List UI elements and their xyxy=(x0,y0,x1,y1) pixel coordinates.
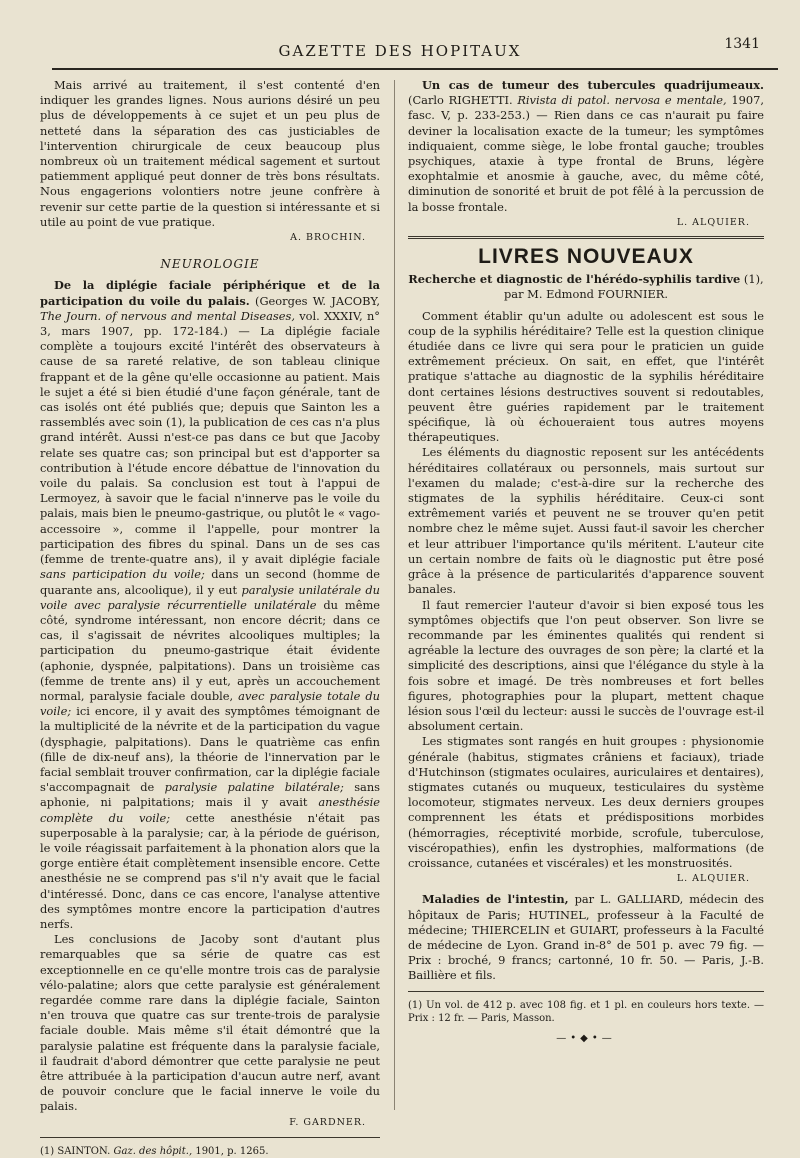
article-italic-1: sans participation du voile; xyxy=(40,567,205,582)
book2-body: par L. GALLIARD, médecin des hôpitaux de Paris; HUTINEL, professeur à la Faculté de médecine; THIERCELIN et GUIART, professeurs à la Faculté de médecine de Lyon. Grand in-8° de 501 p. avec 79 fig. — Prix : broché, 9 francs; cartonné, 10 fr. 50. — Paris, J.-B. Baillière et fils. xyxy=(408,892,764,983)
left-footnote-author: SAINTON. xyxy=(57,1145,111,1157)
book1-title: Recherche et diagnostic de l'hérédo-syphilis tardive xyxy=(408,272,741,287)
ornament: —•◆•— xyxy=(556,1032,616,1044)
article-heading xyxy=(40,278,380,932)
book1-paragraph-2: Les éléments du diagnostic reposent sur les antécédents héréditaires collatéraux ou personnels, mais surtout sur l'examen du malade; c'est-à-dire sur la recherche des stigmates de la syphilis héréditaire. Ceux-ci sont extrêmement variés et peuvent ne se trouver qu'en petit nombre chez le même sujet. Aussi faut-il savoir les chercher et leur attribuer l'importance qu'ils méritent. L'auteur cite un certain nombre de faits où le diagnostic put être posé grâce à la présence de particularités d'apparence souvent banales. xyxy=(408,445,764,597)
book1-signature: L. ALQUIER. xyxy=(676,873,750,885)
section-livres-nouveaux: LIVRES NOUVEAUX xyxy=(478,245,694,269)
book2-entry xyxy=(408,892,764,983)
section-rule xyxy=(408,236,764,239)
journal-title: GAZETTE DES HOPITAUX xyxy=(278,42,522,60)
left-footnote-tail: 1901, p. 1265. xyxy=(195,1145,269,1157)
header-rule xyxy=(52,68,778,70)
article-para1-e: sans aphonie, ni palpitations; mais il y avait xyxy=(40,780,381,810)
case-title: Un cas de tumeur des tubercules quadrijumeaux. xyxy=(422,78,764,92)
article-para1-c: du même côté, syndrome intéressant, non encore décrit; dans ce cas, il s'agissait de névrites alcooliques multiples; la participation du pneumo-gastrique était évidente (aphonie, dyspnée, palpitations). Dans un troisième cas (femme de trente ans) il y eut, après un accouchement normal, paralysie faciale double, xyxy=(40,597,380,703)
article-italic-3: avec paralysie totale du voile; xyxy=(40,688,380,719)
left-footnote-journal: Gaz. des hôpit., xyxy=(113,1145,193,1157)
article-para1-d: ici encore, il y avait des symptômes témoignant de la multiplicité de la névrite et de la participation du vague (dysphagie, palpitations). Dans le quatrième cas enfin (fille de dix-neuf ans), la théorie de l'innervation par le facial semblait trouver confirmation, car la diplégie faciale s'accompagnait de xyxy=(40,704,380,795)
case-ref-author: (Carlo RIGHETTI. xyxy=(408,93,513,108)
article-para1: — La diplégie faciale complète a toujours excité l'intérêt des observateurs à cause de sa rareté relative, de son tableau clinique frappant et de la gêne qu'elle occasionne au patient. Mais le sujet a été si bien étudié d'une façon générale, tant de cas isolés ont été publiés que; depuis que Sainton les a rassemblés avec soin (1), la publication de ces cas n'a plus grand intérêt. Aussi n'est-ce pas dans ce but que Jacoby relate ses quatre cas; son principal but est d'apporter sa contribution à l'étude encore débattue de l'innovation du voile du palais. Sa conclusion est tout à l'appui de Lermoyez, à savoir que le facial n'innerve pas le voile du palais, mais bien le pneumo-gastrique, ou plutôt le « vago-accessoire », comme il l'appelle, pour montrer la participation des fibres du spinal. Dans un de ses cas (femme de trente-quatre ans), il y avait diplégie faciale xyxy=(40,324,380,567)
section-neurologie: NEUROLOGIE xyxy=(160,257,260,272)
intro-signature: A. BROCHIN. xyxy=(290,232,366,244)
page-number: 1341 xyxy=(724,36,760,52)
case-signature: L. ALQUIER. xyxy=(676,216,750,228)
book1-footnote-mark: (1), xyxy=(743,272,764,287)
book1-paragraph-1: Comment établir qu'un adulte ou adolescent est sous le coup de la syphilis héréditaire? Telle est la question clinique étudiée dans ce livre qui sera pour le praticien un guide extrêmement précieux. On sait, en effet, que l'intérêt pratique s'attache au diagnostic de la syphilis héréditaire dont certaines lésions destructives souvent si redoutables, peuvent être guéries rapidement par le traitement spécifique, là où échoueraient tous autres moyens thérapeutiques. xyxy=(408,308,764,445)
intro-paragraph: Mais arrivé au traitement, il s'est contenté d'en indiquer les grandes lignes. Nous aurions désiré un peu plus de développements à ce sujet et un peu plus de netteté dans la séparation des cas justiciables de l'intervention chirurgicale de ceux beaucoup plus nombreux où un traitement médical sagement et surtout patiemment appliqué peut donner de très bons résultats. Nous engagerions volontiers notre jeune confrère à revenir sur cette partie de la question si intéressante et si utile au point de vue pratique. xyxy=(40,78,380,229)
book1-author: par M. Edmond FOURNIER. xyxy=(504,287,668,302)
book1-paragraph-4: Les stigmates sont rangés en huit groupes : physionomie générale (habitus, stigmates crâniens et faciaux), triade d'Hutchinson (stigmates oculaires, auriculaires et dentaires), stigmates cutanés ou muqueux, testiculaires du système locomoteur, stigmates nerveux. Les deux derniers groupes comprennent les états et prédispositions morbides (hémorragies, réceptivité morbide, scrofule, tuberculose, viscéropathies), enfin les dystrophies, malformations (de croissance, cutanées et viscérales) et les monstruosités. xyxy=(408,734,764,870)
case-ref-tail: 1907, fasc. V, p. 233-253.) xyxy=(408,93,765,123)
left-footnote xyxy=(40,1145,380,1158)
article-para2: Les conclusions de Jacoby sont d'autant plus remarquables que sa série de quatre cas est exceptionnelle en ce qu'elle montre trois cas de paralysie vélo-palatine; alors que cette paralysie est généralement regardée comme rare dans la diplégie faciale, Sainton n'en trouva que quatre cas sur trente-trois de paralysie faciale double. Mais même s'il était démontré que la paralysie palatine est fréquente dans la paralysie faciale, il faudrait d'abord démontrer que cette paralysie ne peut être attribuée à la participation d'aucun autre nerf, avant de pouvoir conclure que le facial innerve le voile du palais. xyxy=(40,932,380,1114)
case-ref-journal: Rivista di patol. nervosa e mentale, xyxy=(517,93,727,108)
article-title: De la diplégie faciale périphérique et de la participation du voile du palais. xyxy=(40,278,380,308)
book1-paragraph-3: Il faut remercier l'auteur d'avoir si bien exposé tous les symptômes objectifs que l'on peut observer. Son livre se recommande par les éminentes qualités qui rendent si agréable la lecture des ouvrages de son père; la clarté et la simplicité des descriptions, ainsi que l'élégance du style à la fois sobre et imagé. De très nombreuses et fort belles figures, photographies pour la plupart, mettent chaque lésion sous l'œil du lecteur: aussi le succès de l'ouvrage est-il absolument certain. xyxy=(408,597,764,734)
article-italic-2: paralysie unilatérale du voile avec paralysie récurrentielle unilatérale xyxy=(40,582,381,612)
footnote-rule xyxy=(40,1137,380,1138)
book1-heading xyxy=(408,272,764,287)
left-footnote-num: (1) xyxy=(40,1145,55,1157)
book2-title: Maladies de l'intestin, xyxy=(422,892,569,907)
right-footnote: (1) Un vol. de 412 p. avec 108 fig. et 1 pl. en couleurs hors texte. — Prix : 12 fr. — Paris, Masson. xyxy=(408,999,764,1024)
right-column xyxy=(408,78,764,1046)
case-article xyxy=(408,78,764,215)
article-ref-author: (Georges W. JACOBY, xyxy=(255,293,380,308)
article-italic-4: paralysie palatine bilatérale; xyxy=(164,780,344,795)
article-para1-b: dans un second (homme de quarante ans, alcoolique), il y eut xyxy=(40,567,380,597)
article-ref-tail: vol. XXXIV, n° 3, mars 1907, pp. 172-184.) xyxy=(40,308,380,339)
left-column xyxy=(40,78,380,1158)
page-header xyxy=(40,36,760,66)
case-body: — Rien dans ce cas n'aurait pu faire deviner la localisation exacte de la tumeur; les symptômes indiquaient, comme siège, le lobe frontal gauche; troubles psychiques, ataxie à type frontal de Bruns, légère exophtalmie et anosmie à gauche, avec, du même côté, diminution de sonorité et bruit de pot fêlé à la percussion de la bosse frontale. xyxy=(408,108,764,214)
right-footnote-rule xyxy=(408,991,764,992)
article-para1-f: cette anesthésie n'était pas superposable à la paralysie; car, à la période de guérison, le voile réagissait parfaitement à la phonation alors que la gorge entière était complètement insensible encore. Cette anesthésie ne se comprend pas s'il n'y avait que le facial d'intéressé. Donc, dans ce cas encore, l'analyse attentive des symptômes montre encore la participation d'autres nerfs. xyxy=(40,810,381,931)
article-signature: F. GARDNER. xyxy=(289,1116,366,1128)
article-ref-journal: The Journ. of nervous and mental Diseases, xyxy=(40,308,295,323)
column-divider xyxy=(394,80,395,1110)
article-italic-5: anesthésie complète du voile; xyxy=(40,795,380,825)
